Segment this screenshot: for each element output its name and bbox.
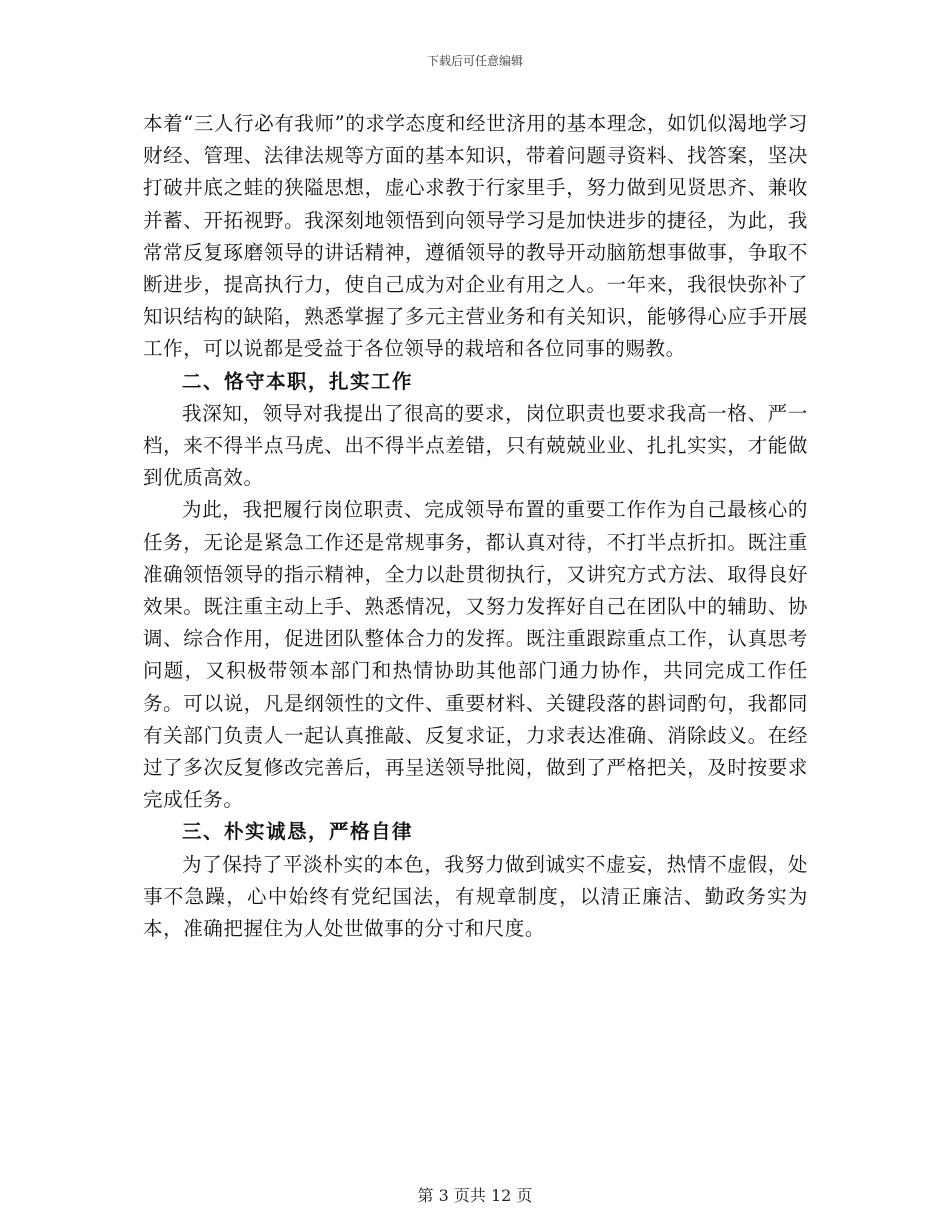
section-heading-2: 二、恪守本职，扎实工作 bbox=[182, 369, 414, 393]
page-number: 第 3 页共 12 页 bbox=[417, 1186, 533, 1205]
paragraph-4: 为了保持了平淡朴实的本色，我努力做到诚实不虚妄，热情不虚假，处事不急躁，心中始终有党纪国法，有规章制度，以清正廉洁、勤政务实为本，准确把握住为人处世做事的分寸和尺度。 bbox=[143, 852, 808, 941]
paragraph-1: 本着“三人行必有我师”的求学态度和经世济用的基本理念，如饥似渴地学习财经、管理、法律法规等方面的基本知识，带着问题寻资料、找答案，坚决打破井底之蛙的狭隘思想，虚心求教于行家里手，努力做到见贤思齐、兼收并蓄、开拓视野。我深刻地领悟到向领导学习是加快进步的捷径，为此，我常常反复琢磨领导的讲话精神，遵循领导的教导开动脑筋想事做事，争取不断进步，提高执行力，使自己成为对企业有用之人。一年来，我很快弥补了知识结构的缺陷，熟悉掌握了多元主营业务和有关知识，能够得心应手开展工作，可以说都是受益于各位领导的栽培和各位同事的赐教。 bbox=[143, 112, 808, 361]
header-note: 下载后可任意编辑 bbox=[426, 54, 523, 68]
section-heading-3: 三、朴实诚恳，严格自律 bbox=[182, 820, 414, 844]
paragraph-3: 为此，我把履行岗位职责、完成领导布置的重要工作作为自己最核心的任务，无论是紧急工作还是常规事务，都认真对待，不打半点折扣。既注重准确领悟领导的指示精神，全力以赴贯彻执行，又讲究方式方法、取得良好效果。既注重主动上手、熟悉情况，又努力发挥好自己在团队中的辅助、协调、综合作用，促进团队整体合力的发挥。既注重跟踪重点工作，认真思考问题，又积极带领本部门和热情协助其他部门通力协作，共同完成工作任务。可以说，凡是纲领性的文件、重要材料、关键段落的斟词酌句，我都同有关部门负责人一起认真推敲、反复求证，力求表达准确、消除歧义。在经过了多次反复修改完善后，再呈送领导批阅，做到了严格把关，及时按要求完成任务。 bbox=[143, 498, 808, 812]
paragraph-2: 我深知，领导对我提出了很高的要求，岗位职责也要求我高一格、严一档，来不得半点马虎、出不得半点差错，只有兢兢业业、扎扎实实，才能做到优质高效。 bbox=[143, 401, 808, 490]
document-body bbox=[143, 108, 808, 945]
